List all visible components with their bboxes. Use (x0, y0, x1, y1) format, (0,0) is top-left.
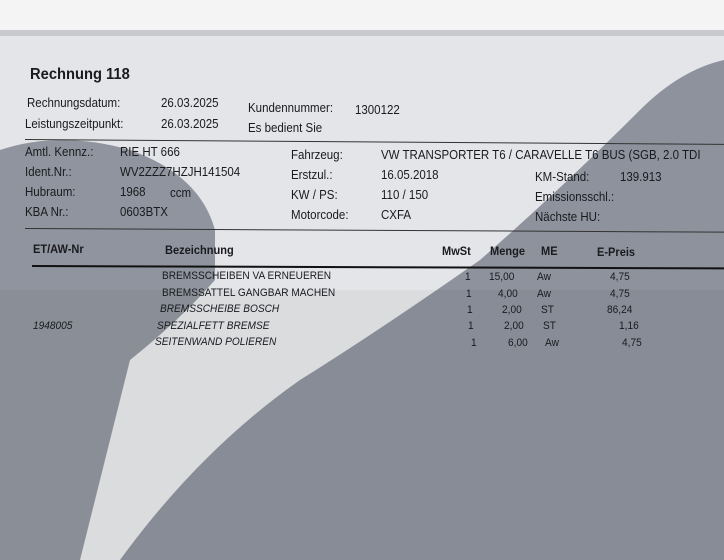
col-header-qty: Menge (490, 244, 525, 258)
engine: CXFA (381, 208, 412, 222)
item-vat: 1 (467, 304, 473, 316)
plate: RIE HT 666 (120, 145, 180, 159)
item-qty: 4,00 (498, 288, 518, 300)
item-unit: Aw (537, 271, 551, 283)
vin: WV2ZZZ7HZJH141504 (120, 165, 241, 179)
displacement-unit: ccm (170, 186, 192, 200)
customer-label: Kundennummer: (248, 101, 334, 115)
item-vat: 1 (468, 320, 474, 332)
item-unit: Aw (545, 337, 559, 349)
kba: 0603BTX (120, 205, 168, 219)
item-desc: SPEZIALFETT BREMSE (157, 320, 270, 332)
customer-number: 1300122 (355, 103, 400, 117)
item-desc: BREMSSCHEIBE BOSCH (160, 303, 280, 315)
power: 110 / 150 (381, 188, 429, 202)
item-vat: 1 (465, 271, 471, 283)
item-qty: 2,00 (502, 304, 522, 316)
item-unit: Aw (537, 288, 551, 300)
item-desc: SEITENWAND POLIEREN (155, 336, 277, 348)
item-qty: 2,00 (504, 320, 524, 332)
mileage-label: KM-Stand: (535, 170, 590, 184)
displacement: 1968 (120, 185, 146, 199)
item-desc: BREMSSATTEL GANGBAR MACHEN (162, 287, 336, 299)
item-qty: 15,00 (489, 271, 515, 283)
power-label: KW / PS: (291, 188, 338, 202)
displacement-label: Hubraum: (25, 185, 76, 199)
mileage: 139.913 (620, 170, 662, 184)
invoice-date: 26.03.2025 (161, 96, 219, 110)
invoice-title: Rechnung 118 (30, 66, 130, 83)
col-header-vat: MwSt (442, 244, 471, 258)
emission-label: Emissionsschl.: (535, 190, 615, 204)
served-by-label: Es bedient Sie (248, 121, 323, 135)
item-unit: ST (543, 320, 556, 332)
plate-label: Amtl. Kennz.: (25, 145, 94, 159)
registration-label: Erstzul.: (291, 168, 333, 182)
item-nr: 1948005 (33, 320, 73, 332)
item-price: 4,75 (610, 288, 630, 300)
item-qty: 6,00 (508, 337, 528, 349)
item-price: 4,75 (610, 271, 630, 283)
col-header-unit: ME (541, 244, 558, 258)
item-price: 86,24 (607, 304, 633, 316)
hu-label: Nächste HU: (535, 210, 601, 224)
service-label: Leistungszeitpunkt: (25, 117, 124, 131)
item-vat: 1 (471, 337, 477, 349)
col-header-desc: Bezeichnung (165, 243, 234, 257)
kba-label: KBA Nr.: (25, 205, 69, 219)
item-desc: BREMSSCHEIBEN VA ERNEUEREN (162, 270, 332, 282)
item-price: 1,16 (619, 320, 639, 332)
item-vat: 1 (466, 288, 472, 300)
model: VW TRANSPORTER T6 / CARAVELLE T6 BUS (SGB, 2.0 TDI (381, 148, 701, 162)
item-unit: ST (541, 304, 554, 316)
vin-label: Ident.Nr.: (25, 165, 72, 179)
col-header-price: E-Preis (597, 245, 636, 259)
col-header-nr: ET/AW-Nr (33, 242, 84, 256)
date-label: Rechnungsdatum: (27, 96, 121, 110)
model-label: Fahrzeug: (291, 148, 343, 162)
service-date: 26.03.2025 (161, 117, 219, 131)
item-price: 4,75 (622, 337, 642, 349)
engine-label: Motorcode: (291, 208, 349, 222)
registration: 16.05.2018 (381, 168, 439, 182)
